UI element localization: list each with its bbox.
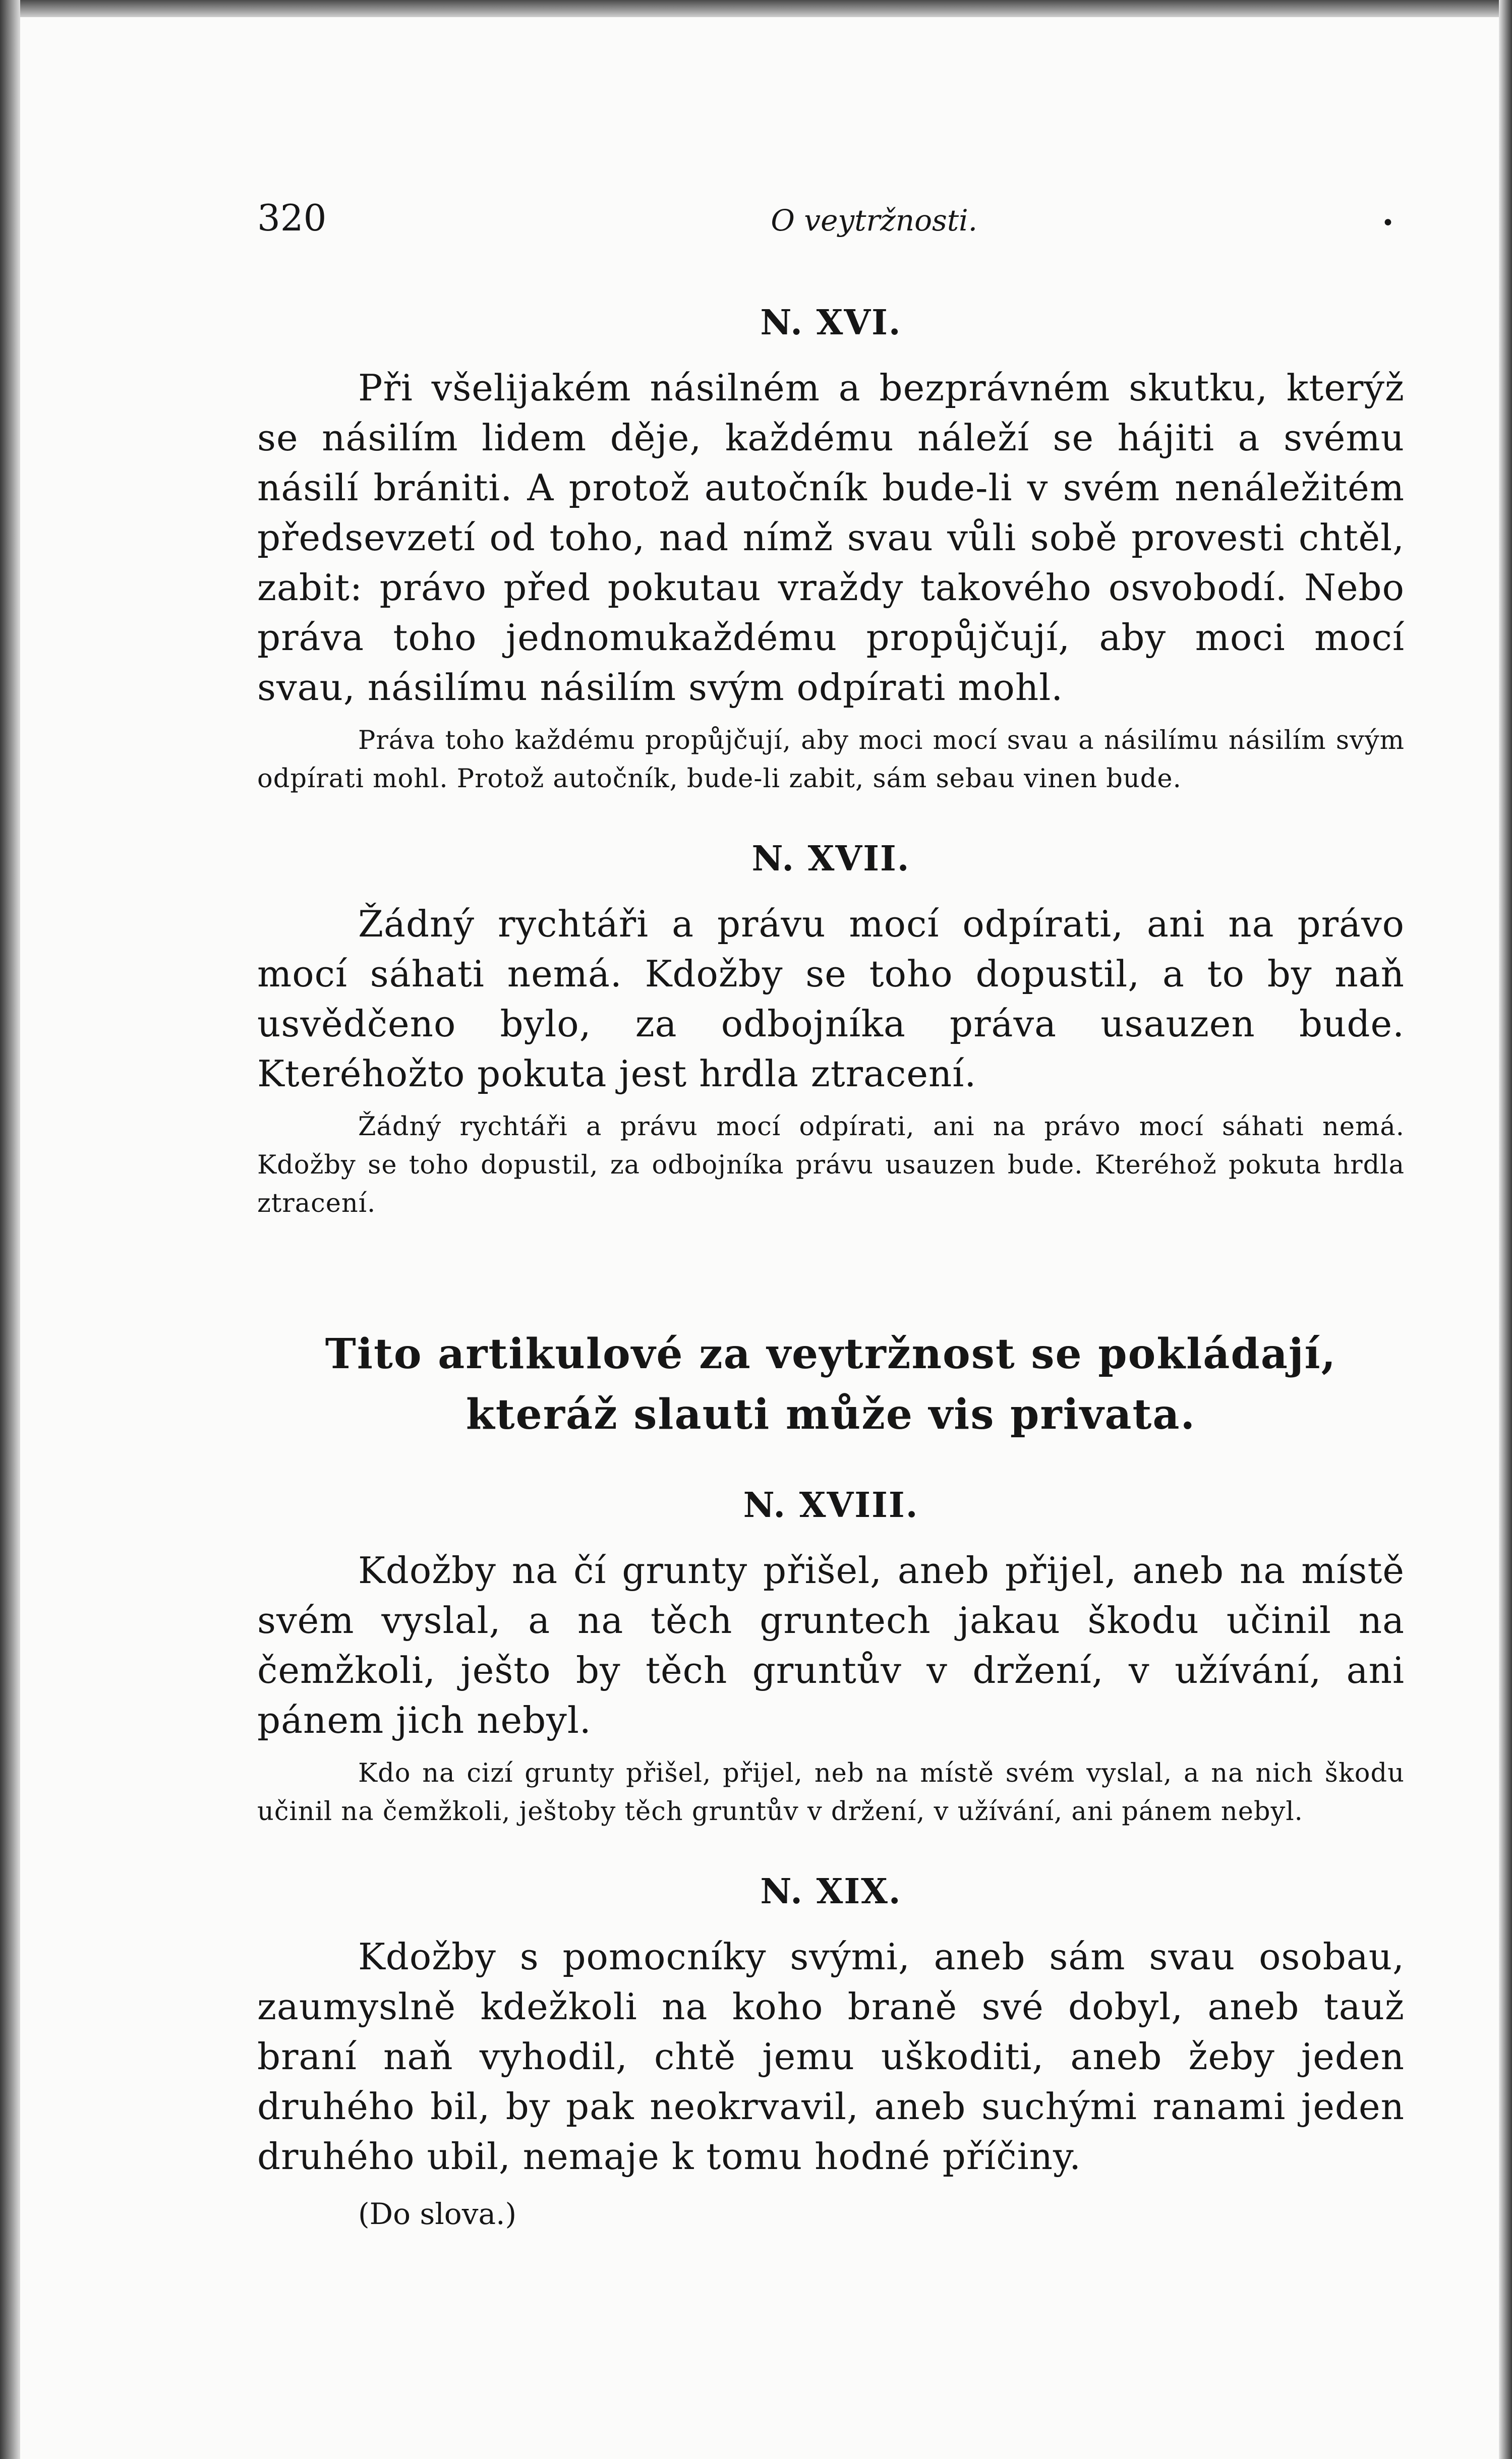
- article-19-sign: (Do slova.): [358, 2197, 517, 2231]
- header-mark: •: [1381, 210, 1394, 236]
- article-number-17: N. XVII.: [751, 839, 910, 879]
- scan-edge-left: [0, 0, 20, 2459]
- article-number-18: N. XVIII.: [743, 1485, 919, 1526]
- article-16-note: Práva toho každému propůjčují, aby moci mocí svau a násilímu násilím svým odpírati mohl. Protož autočník, bude-li zabit, sám sebau vinen bude.: [257, 726, 1405, 794]
- page-content: [257, 197, 1405, 2231]
- article-16-text: Při všelijakém násilném a bezprávném skutku, kterýž se násilím lidem děje, každému náleží se hájiti a svému násilí brániti. A protož autočník bude-li v svém nenáležitém předsevzetí od toho, nad nímž svau vůli sobě provesti chtěl, zabit: právo před pokutau vraždy takového osvobodí. Nebo práva toho jednomukaždému propůjčují, aby moci mocí svau, násilímu násilím svým odpírati mohl.: [257, 367, 1405, 709]
- article-number-19: N. XIX.: [760, 1871, 902, 1912]
- scan-edge-top: [0, 0, 1512, 17]
- running-title: O veytržnosti.: [771, 203, 978, 238]
- article-17-note: Žádný rychtáři a právu mocí odpírati, ani na právo mocí sáhati nemá. Kdožby se toho dopustil, za odbojníka právu usauzen bude. Kteréhož pokuta hrdla ztracení.: [257, 1112, 1405, 1218]
- page-header: [257, 197, 1405, 257]
- article-19-text: Kdožby s pomocníky svými, aneb sám svau osobau, zaumyslně kdežkoli na koho braně své dobyl, aneb tauž braní naň vyhodil, chtě jemu uškoditi, aneb žeby jeden druhého bil, by pak neokrvavil, aneb suchými ranami jeden druhého ubil, nemaje k tomu hodné příčiny.: [257, 1936, 1405, 2178]
- scan-edge-right: [1499, 0, 1512, 2459]
- section-heading: Tito artikulové za veytržnost se pokládají, kteráž slauti může vis privata.: [325, 1330, 1337, 1439]
- article-17-text: Žádný rychtáři a právu mocí odpírati, ani na právo mocí sáhati nemá. Kdožby se toho dopustil, a to by naň usvědčeno bylo, za odbojníka práva usauzen bude. Kteréhožto pokuta jest hrdla ztracení.: [257, 903, 1405, 1095]
- article-18-note: Kdo na cizí grunty přišel, přijel, neb na místě svém vyslal, a na nich škodu učinil na čemžkoli, ještoby těch gruntův v držení, v užívání, ani pánem nebyl.: [257, 1759, 1405, 1827]
- article-18-text: Kdožby na čí grunty přišel, aneb přijel, aneb na místě svém vyslal, a na těch gruntech jakau škodu učinil na čemžkoli, ješto by těch gruntův v držení, v užívání, ani pánem jich nebyl.: [257, 1549, 1405, 1741]
- article-number-16: N. XVI.: [760, 303, 902, 343]
- page-number: 320: [257, 197, 327, 239]
